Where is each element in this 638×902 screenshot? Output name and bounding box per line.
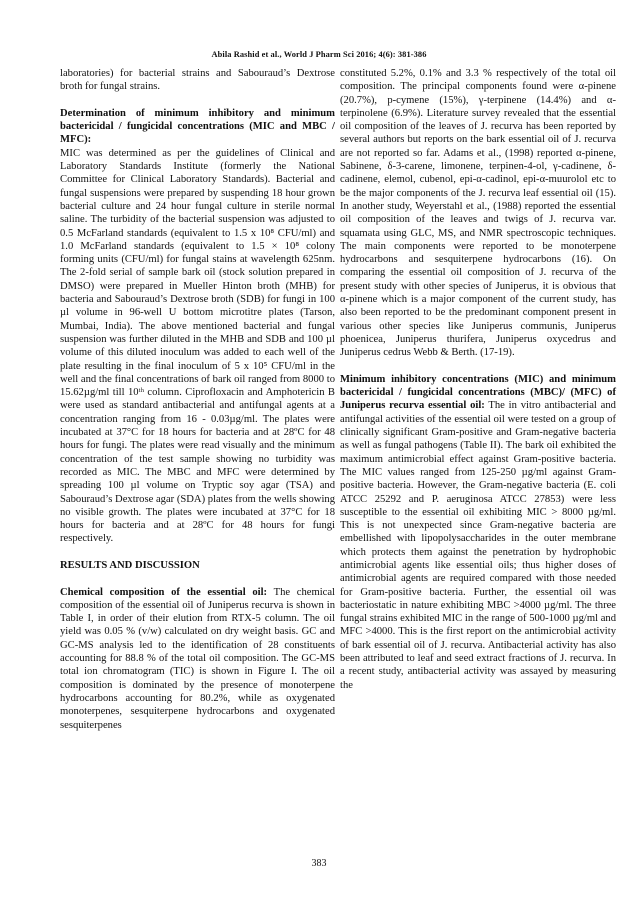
left-column [60, 67, 335, 732]
mic-methods-heading: Determination of minimum inhibitory and minimum bactericidal / fungicidal concentrations (MIC and MBC / MFC): [60, 107, 335, 146]
chemical-composition-paragraph [60, 586, 335, 732]
composition-continued-paragraph: constituted 5.2%, 0.1% and 3.3 % respectively of the total oil composition. The principal components found were α-pinene (20.7%), p-cymene (15%), γ-terpinene (14.4%) and α-terpinolene (6.9%). Literature survey revealed that the essential oil composition of the leaves of J. recurva has been reported by several authors but reports on the bark essential oil of J. recurva are not reported so far. Adams et al., (1998) reported α-pinene, Sabinene, δ-3-carene, limonene, terpinen-4-ol, γ-cadinene, δ-cadinene, elemol, cubenol, epi-α-cadinol, epi-α-muurolol etc to be the major components of the J. recurva leaf essential oil (15). In another study, Weyerstahl et al., (1988) reported the essential oil composition of the leaves and twigs of J. recurva var. squamata using GLC, MS, and NMR spectroscopic techniques. The main components were reported to be monoterpene hydrocarbons and sesquiterpene hydrocarbons (16). On comparing the essential oil composition of J. recurva of the present study with other species of Juniperus, it is obvious that α-pinene which is a major component of the current study, has also been reported to be the predominant component present in various other species like Juniperus communis, Juniperus phoenicea, Juniperus thurifera, Juniperus oxycedrus and Juniperus cedrus Webb & Berth. (17-19). [340, 68, 616, 359]
running-head: Abila Rashid et al., World J Pharm Sci 2016; 4(6): 381-386 [211, 50, 427, 59]
intro-paragraph: laboratories) for bacterial strains and Sabouraud’s Dextrose broth for fungal strains. [60, 68, 335, 93]
chemical-composition-body: The chemical composition of the essential oil of Juniperus recurva is shown in Table I, in order of their elution from RTX-5 column. The oil yield was 0.05 % (v/w) calculated on dry weight basis. GC and GC-MS analysis led to the identification of 28 constituents accounting for 88.8 % of the total oil composition. The GC-MS total ion chromatogram (TIC) is shown in Figure I. The oil composition is dominated by the presence of monoterpene hydrocarbons accounting for 80.2%, while as oxygenated monoterpenes, sesquiterpene hydrocarbons and oxygenated sesquiterpenes [60, 586, 335, 731]
results-section-heading: RESULTS AND DISCUSSION [60, 559, 200, 571]
page-number: 383 [311, 858, 327, 869]
chemical-composition-heading: Chemical composition of the essential oil: [60, 586, 268, 598]
mic-methods-paragraph: MIC was determined as per the guidelines of Clinical and Laboratory Standards Institute (formerly the National Committee for Clinical Laboratory Standards). Bacterial and fungal suspensions were prepared by suspending 18 hour grown bacterial culture and 24 hour fungal culture in sterile normal saline. The turbidity of the bacterial suspension was adjusted to 0.5 McFarland standards (equivalent to 1.5 x 10⁸ CFU/ml) and 1.0 McFarland standards (equivalent to 1.5 × 10⁸ colony forming units (CFU/ml) for fungal stains at wavelength 625nm. The 2-fold serial of sample bark oil (stock solution prepared in DMSO) were prepared in Mueller Hinton broth (MHB) for bacteria and Sabouraud’s Dextrose broth (SDB) for fungi in 100 µl volume in 96-well U bottom microtitre plates (Tarson, Mumbai, India). The above mentioned bacterial and fungal suspension was further diluted in the MHB and SDB and 100 µl volume of this diluted inoculum was added to each well of the plate resulting in the final inoculum of 5 x 10⁵ CFU/ml in the well and the final concentrations of bark oil ranged from 8000 to 15.62µg/ml till 10ᵗʰ column. Ciprofloxacin and Amphotericin B were used as standard antibacterial and antifungal agents at a concentration ranging from 16 - 0.03µg/ml. The plates were incubated at 37°C for 18 hours for bacteria and at 28ºC for 48 hours for fungi. The plates were read visually and the minimum concentration of the test sample showing no turbidity was recorded as MIC. The MBC and MFC were determined by spreading 100 µl volume on Tryptic soy agar (TSA) and Sabouraud’s Dextrose agar (SDA) plates from the wells showing no visible growth. The plates were incubated at 37°C for 18 hours for bacteria and at 28ºC for 48 hours for fungi respectively. [60, 147, 335, 545]
mic-results-heading: Minimum inhibitory concentrations (MIC) and minimum bactericidal / fungicidal concentrations (MBC)/ (MFC) of Juniperus recurva essential oil: [340, 373, 616, 412]
right-column [340, 67, 616, 692]
mic-results-body: The in vitro antibacterial and antifungal activities of the essential oil were tested on a group of clinically significant Gram-positive and Gram-negative bacteria as well as fungal pathogens (Table II). The bark oil exhibited the maximum antimicrobial effect against Gram-positive bacteria. The MIC values ranged from 125-250 µg/ml against Gram-positive bacteria. However, the Gram-negative bacteria (E. coli ATCC 25292 and P. aeruginosa ATCC 27853) were less susceptible to the essential oil exhibiting MIC > 8000 µg/ml. This is not unexpected since Gram-negative bacteria are embellished with lipopolysaccharides in the outer membrane which protects them against the penetration by hydrophobic antimicrobial agents like essential oils; thus higher doses of antimicrobial agents are required compared with those needed for Gram-positive bacteria. Further, the essential oil was bacteriostatic in nature exhibiting MBC >4000 µg/ml. The three fungal strains exhibited MIC in the range of 500-1000 µg/ml and MFC >4000. This is the first report on the antimicrobial activity of bark essential oil of J. recurva. Antibacterial activity has also been attributed to leaf and seed extract fractions of J. recurva. In a recent study, antibacterial activity was assayed by measuring the [340, 400, 616, 691]
mic-results-paragraph [340, 373, 616, 692]
